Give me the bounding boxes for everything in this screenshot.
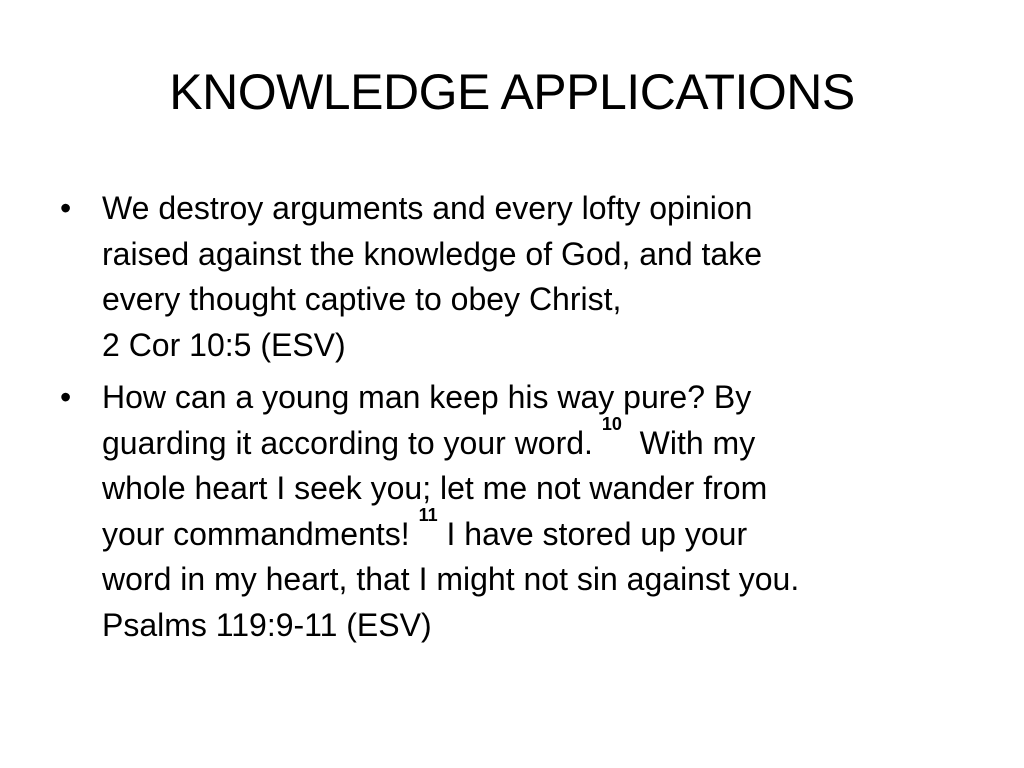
bullet-line	[102, 504, 980, 558]
bullet-line: We destroy arguments and every lofty opinion	[102, 190, 753, 226]
bullet-glyph: •	[60, 190, 72, 226]
verse-number: 11	[418, 504, 438, 525]
line-text: I have stored up your	[437, 515, 748, 552]
bullet-line	[102, 413, 980, 467]
bullet-line: word in my heart, that I might not sin against you.	[102, 561, 800, 597]
bullet-item-2-cor	[60, 186, 980, 368]
bullet-item-psalms	[60, 375, 980, 648]
line-text: With my	[621, 424, 756, 461]
scripture-reference: 2 Cor 10:5 (ESV)	[102, 326, 346, 363]
scripture-reference: Psalms 119:9-11 (ESV)	[102, 606, 432, 643]
bullet-line: every thought captive to obey Christ,	[102, 281, 622, 317]
bullet-glyph: •	[60, 379, 72, 415]
verse-number: 10	[601, 413, 622, 434]
slide-title: KNOWLEDGE APPLICATIONS	[169, 64, 855, 120]
bullet-line: How can a young man keep his way pure? By	[102, 379, 752, 415]
bullet-line: raised against the knowledge of God, and take	[102, 235, 762, 272]
line-text: guarding it according to your word.	[102, 424, 602, 461]
bullet-line: whole heart I seek you; let me not wander from	[102, 470, 768, 506]
line-text: your commandments!	[102, 515, 419, 552]
bullet-list	[60, 186, 980, 655]
